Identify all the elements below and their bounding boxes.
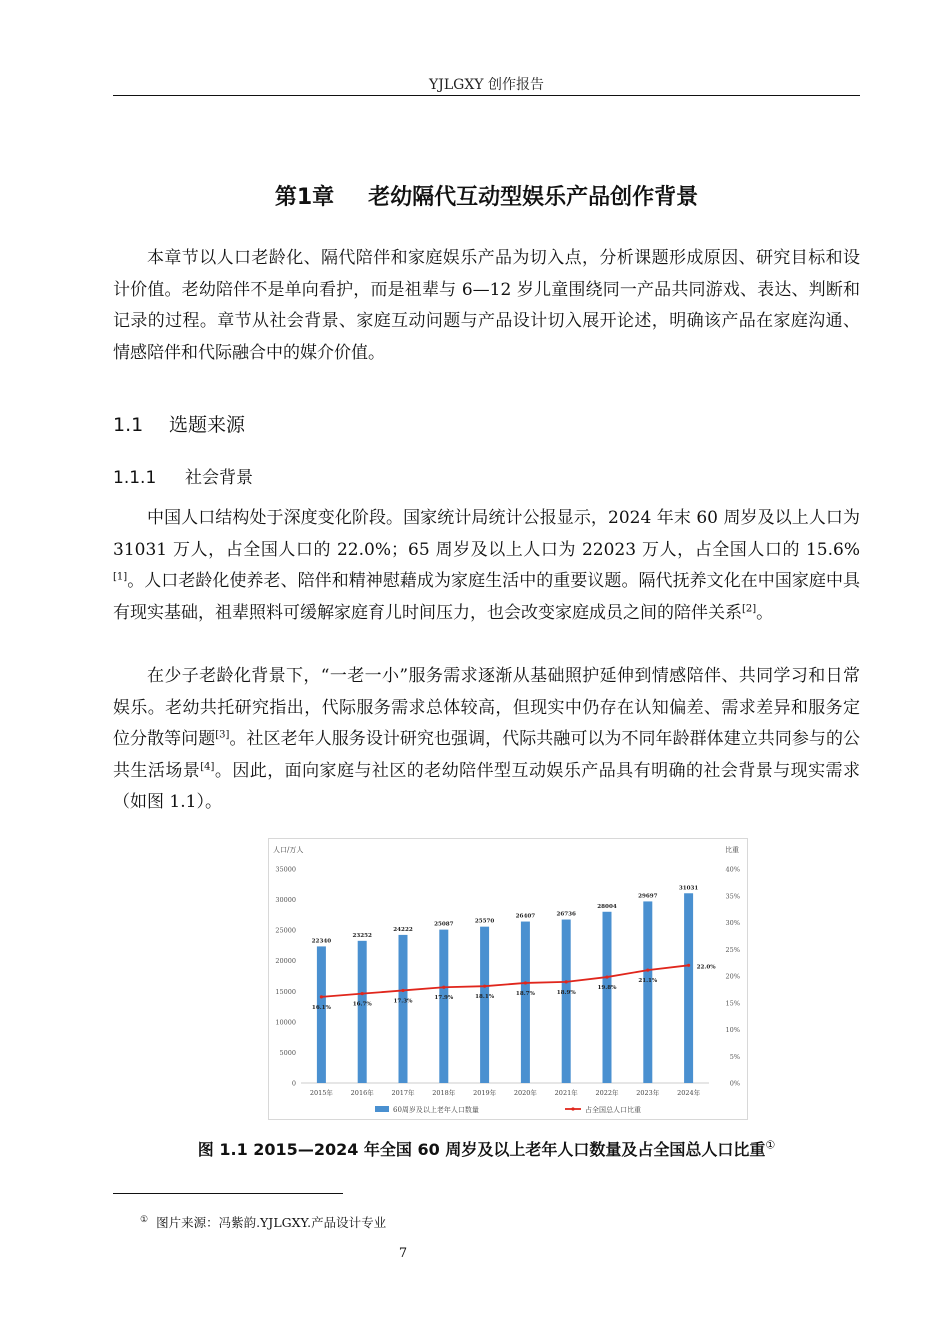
footnote-text: 图片来源：冯紫韵.YJLGXY.产品设计专业 [156, 1215, 387, 1230]
bar [521, 922, 530, 1083]
section-number: 1.1 [113, 414, 144, 436]
y2-tick-label: 40% [725, 865, 740, 874]
body-paragraph-1 [113, 503, 860, 629]
bar-data-label: 28004 [597, 903, 617, 910]
x-tick-label: 2021年 [554, 1089, 578, 1097]
bar-data-label: 23252 [352, 932, 372, 939]
y2-tick-label: 15% [725, 999, 740, 1008]
x-tick-label: 2019年 [473, 1089, 497, 1097]
section-heading [113, 410, 245, 437]
citation-ref-2[interactable]: [2] [742, 602, 757, 614]
bar-data-label: 25087 [434, 921, 454, 928]
legend-swatch-point [571, 1107, 574, 1110]
subsection-number: 1.1.1 [113, 468, 157, 488]
running-header: YJLGXY 创作报告 [429, 77, 544, 93]
y-tick-label: 35000 [275, 865, 296, 874]
bar-data-label: 29697 [638, 893, 658, 900]
p2-text-2: 。社区老年人服务设计研究也强调，代际共融可以为不同年龄群体建立共同参与的公共生活场景 [113, 729, 861, 781]
x-tick-label: 2023年 [636, 1089, 660, 1097]
bar-data-label: 22340 [311, 938, 332, 945]
y2-tick-label: 5% [729, 1052, 740, 1061]
ratio-point [320, 995, 323, 998]
citation-ref-4[interactable]: [4] [200, 760, 215, 772]
footnote-rule [113, 1193, 343, 1194]
footnote-mark: ① [140, 1214, 149, 1225]
p1-text-2: 。人口老龄化使养老、陪伴和精神慰藉成为家庭生活中的重要议题。隔代抚养文化在中国家庭中具有现实基础，祖辈照料可缓解家庭育儿时间压力，也会改变家庭成员之间的陪伴关系 [113, 571, 860, 623]
caption-footnote-mark[interactable]: ① [765, 1138, 776, 1152]
ratio-point [442, 986, 445, 989]
y2-tick-label: 20% [725, 972, 740, 981]
bar-data-label: 24222 [393, 926, 413, 933]
citation-ref-3[interactable]: [3] [215, 729, 230, 741]
p1-text-3: 。 [756, 602, 774, 623]
ratio-data-label: 16.1% [311, 1004, 331, 1011]
ratio-data-label: 19.8% [597, 985, 617, 992]
y-tick-label: 10000 [275, 1018, 296, 1027]
bar [399, 935, 408, 1083]
x-tick-label: 2018年 [432, 1089, 456, 1097]
ratio-data-label: 18.1% [475, 994, 495, 1001]
figure-chart [268, 838, 748, 1120]
x-tick-label: 2024年 [677, 1089, 701, 1097]
header-rule [113, 95, 860, 96]
intro-paragraph: 本章节以人口老龄化、隔代陪伴和家庭娱乐产品为切入点，分析课题形成原因、研究目标和设计价值。老幼陪伴不是单向看护，而是祖辈与 6—12 岁儿童围绕同一产品共同游戏、表达、判断和记录的过程。章节从社会背景、家庭互动问题与产品设计切入展开论述，明确该产品在家庭沟通、情感陪伴和代际融合中的媒介价值。 [113, 248, 860, 363]
bar-data-label: 26736 [556, 911, 576, 918]
bar-data-label: 26407 [515, 913, 536, 920]
bar [562, 920, 571, 1083]
ratio-data-label: 22.0% [696, 964, 716, 971]
y-axis-title: 人口/万人 [273, 846, 304, 854]
section-title: 选题来源 [169, 414, 246, 436]
p1-text-1: 中国人口结构处于深度变化阶段。国家统计局统计公报显示，2024 年末 60 周岁及以上人口为 31031 万人，占全国人口的 22.0%；65 周岁及以上人口为 22023 万人，占全国人口的 15.6% [113, 508, 860, 560]
y2-tick-label: 30% [725, 919, 740, 927]
ratio-line [321, 965, 688, 997]
chapter-title-text: 老幼隔代互动型娱乐产品创作背景 [368, 185, 699, 210]
ratio-point [687, 964, 690, 967]
x-tick-label: 2017年 [391, 1089, 415, 1097]
x-tick-label: 2016年 [350, 1089, 374, 1097]
ratio-point [646, 969, 649, 972]
legend-label-line: 占全国总人口比重 [585, 1106, 641, 1114]
y2-tick-label: 25% [725, 945, 740, 954]
population-chart [269, 839, 747, 1119]
y2-tick-label: 10% [725, 1026, 740, 1034]
legend-swatch-bars [375, 1106, 389, 1112]
body-paragraph-2 [113, 661, 860, 819]
y2-tick-label: 35% [725, 892, 740, 901]
citation-ref-1[interactable]: [1] [113, 571, 128, 583]
ratio-data-label: 18.9% [556, 989, 576, 996]
bar [684, 893, 693, 1083]
bar [643, 901, 652, 1083]
page-number: 7 [398, 1246, 408, 1261]
bar-data-label: 31031 [678, 885, 699, 892]
ratio-point [524, 981, 527, 984]
ratio-data-label: 18.7% [515, 990, 535, 997]
ratio-point [401, 989, 404, 992]
ratio-point [361, 992, 364, 995]
legend-label-bars: 60周岁及以上老年人口数量 [393, 1106, 479, 1114]
chapter-number: 第1章 [274, 185, 335, 210]
ratio-data-label: 17.3% [393, 998, 413, 1005]
ratio-point [605, 975, 608, 978]
y2-axis-title: 比重 [725, 846, 739, 854]
ratio-data-label: 16.7% [352, 1001, 372, 1008]
bar [317, 946, 326, 1083]
bar [358, 941, 367, 1083]
ratio-data-label: 21.1% [638, 978, 658, 985]
x-tick-label: 2020年 [513, 1089, 537, 1097]
y-tick-label: 25000 [275, 926, 296, 935]
ratio-point [483, 985, 486, 988]
caption-text: 图 1.1 2015—2024 年全国 60 周岁及以上老年人口数量及占全国总人口比重 [197, 1140, 766, 1159]
ratio-point [565, 980, 568, 983]
bar [603, 912, 612, 1083]
footnote [140, 1213, 386, 1231]
y-tick-label: 0 [291, 1079, 296, 1088]
y2-tick-label: 0% [729, 1079, 740, 1088]
bar-data-label: 25570 [474, 918, 495, 925]
chapter-title [113, 180, 860, 211]
p2-text-3: 。因此，面向家庭与社区的老幼陪伴型互动娱乐产品具有明确的社会背景与现实需求（如图 1.1）。 [113, 760, 861, 812]
x-tick-label: 2015年 [309, 1089, 333, 1097]
ratio-data-label: 17.9% [434, 995, 454, 1002]
p2-text-1: 在少子老龄化背景下，“一老一小”服务需求逐渐从基础照护延伸到情感陪伴、共同学习和日常娱乐。老幼共托研究指出，代际服务需求总体较高，但现实中仍存在认知偏差、需求差异和服务定位分散等问题 [113, 666, 860, 749]
x-tick-label: 2022年 [595, 1089, 619, 1097]
y-tick-label: 15000 [275, 987, 296, 996]
subsection-title: 社会背景 [185, 468, 253, 488]
y-tick-label: 20000 [275, 957, 296, 966]
bar [439, 930, 448, 1083]
figure-caption [113, 1137, 860, 1160]
y-tick-label: 5000 [279, 1048, 296, 1057]
subsection-heading [113, 463, 253, 488]
bar [480, 927, 489, 1083]
y-tick-label: 30000 [275, 896, 296, 905]
